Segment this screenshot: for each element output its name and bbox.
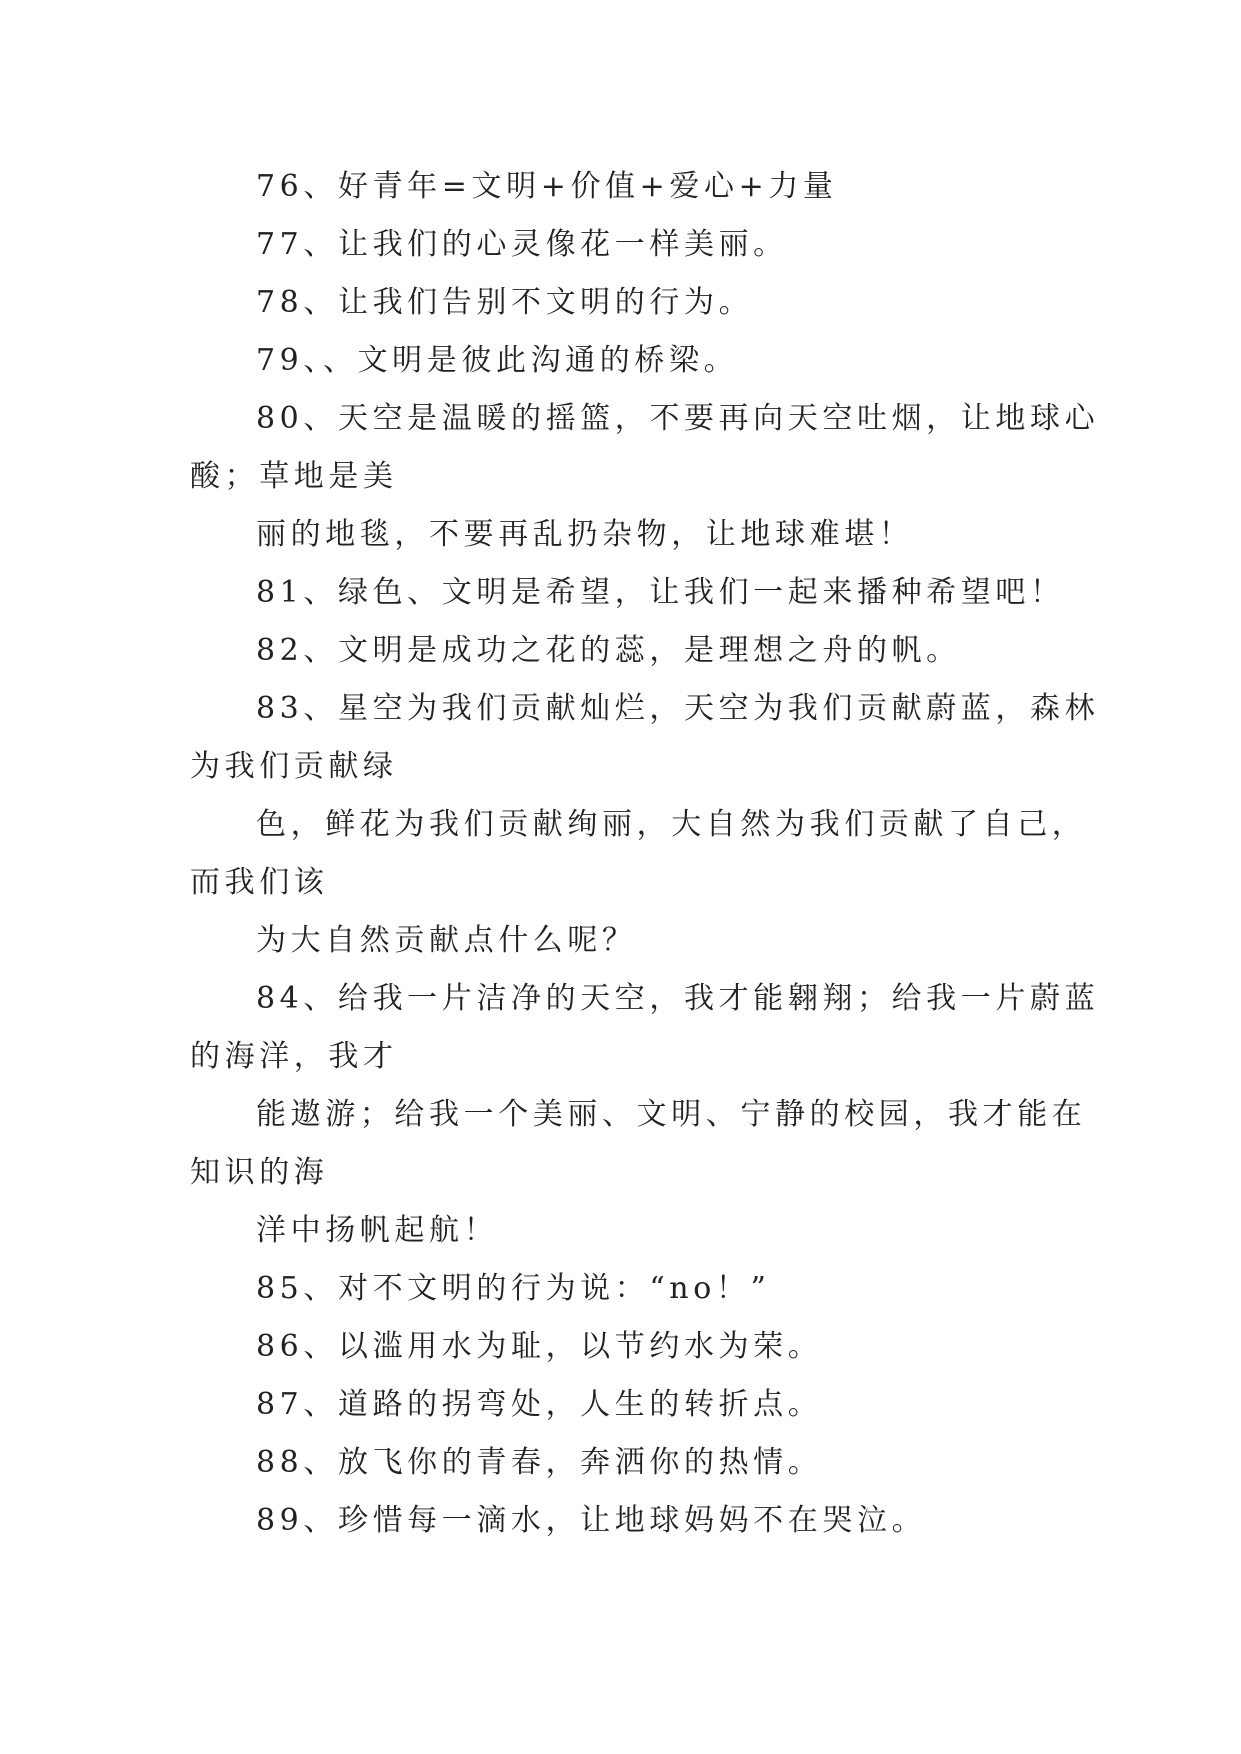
text-line: 81、绿色、文明是希望，让我们一起来播种希望吧！	[256, 575, 1065, 610]
text-line: 89、珍惜每一滴水，让地球妈妈不在哭泣。	[256, 1503, 927, 1538]
text-line: 88、放飞你的青春，奔洒你的热情。	[256, 1445, 823, 1480]
text-line: 84、给我一片洁净的天空，我才能翱翔；给我一片蔚蓝	[256, 981, 1100, 1016]
text-line: 76、好青年=文明+价值+爱心+力量	[256, 169, 838, 204]
text-line: 洋中扬帆起航！	[256, 1213, 499, 1248]
document-body	[190, 158, 1100, 1550]
text-line: 80、天空是温暖的摇篮，不要再向天空吐烟，让地球心	[256, 401, 1100, 436]
text-line: 的海洋，我才	[190, 1039, 398, 1074]
text-line: 为我们贡献绿	[190, 749, 398, 784]
text-line: 酸；草地是美	[190, 459, 398, 494]
text-line: 能遨游；给我一个美丽、文明、宁静的校园，我才能在	[256, 1097, 1087, 1132]
text-line: 79、、文明是彼此沟通的桥梁。	[256, 343, 739, 378]
text-line: 为大自然贡献点什么呢？	[256, 923, 637, 958]
text-line: 77、让我们的心灵像花一样美丽。	[256, 227, 788, 262]
text-line: 78、让我们告别不文明的行为。	[256, 285, 754, 320]
text-line: 色，鲜花为我们贡献绚丽，大自然为我们贡献了自己，	[256, 807, 1087, 842]
text-line: 而我们该	[190, 865, 329, 900]
text-line: 知识的海	[190, 1155, 329, 1190]
text-line: 丽的地毯，不要再乱扔杂物，让地球难堪！	[256, 517, 914, 552]
text-line: 86、以滥用水为耻，以节约水为荣。	[256, 1329, 823, 1364]
text-line: 83、星空为我们贡献灿烂，天空为我们贡献蔚蓝，森林	[256, 691, 1100, 726]
text-line: 82、文明是成功之花的蕊，是理想之舟的帆。	[256, 633, 961, 668]
text-line: 85、对不文明的行为说：“no！”	[256, 1271, 771, 1306]
text-line: 87、道路的拐弯处，人生的转折点。	[256, 1387, 823, 1422]
